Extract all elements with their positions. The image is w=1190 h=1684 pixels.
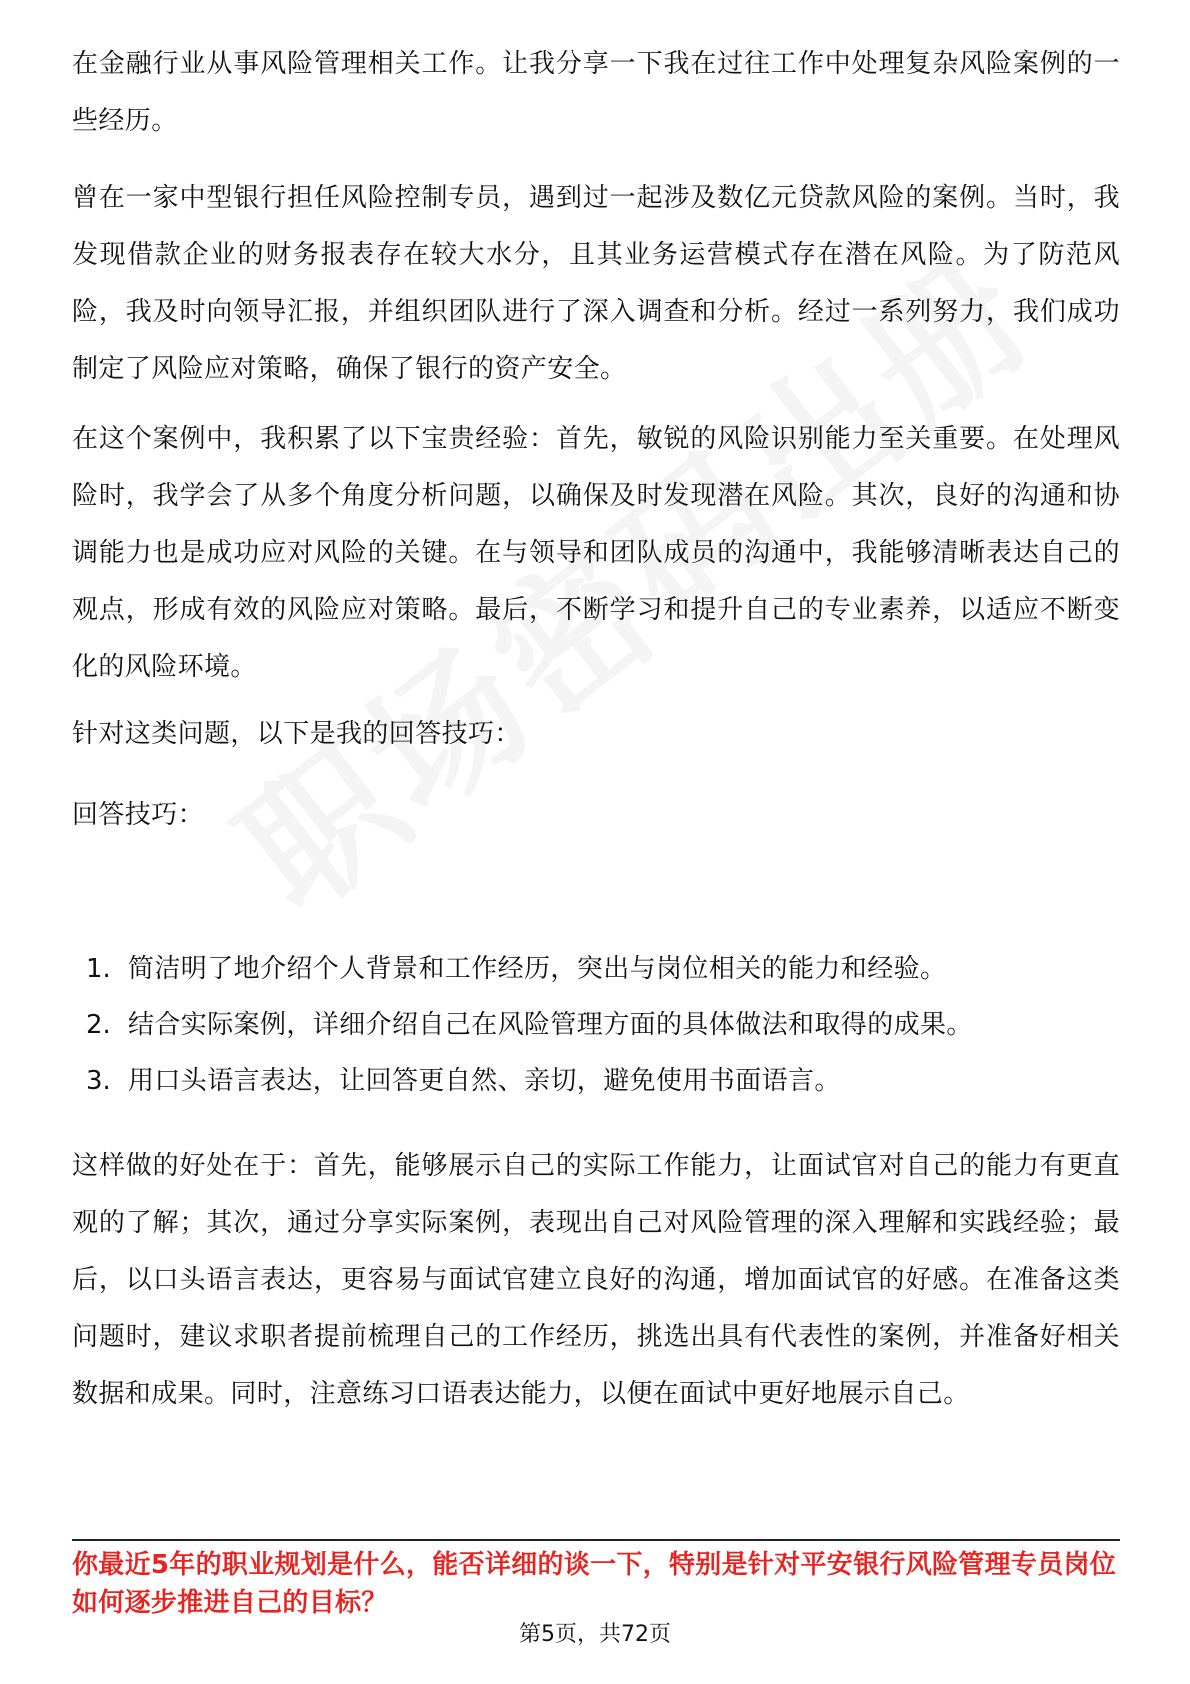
paragraph-benefits: 这样做的好处在于：首先，能够展示自己的实际工作能力，让面试官对自己的能力有更直观的了解；其次，通过分享实际案例，表现出自己对风险管理的深入理解和实践经验；最后，以口头语言表达，更容易与面试官建立良好的沟通，增加面试官的好感。在准备这类问题时，建议求职者提前梳理自己的工作经历，挑选出具有代表性的案例，并准备好相关数据和成果。同时，注意练习口语表达能力，以便在面试中更好地展示自己。 bbox=[72, 1151, 1120, 1409]
list-text: 用口头语言表达，让回答更自然、亲切，避免使用书面语言。 bbox=[128, 1066, 841, 1096]
list-text: 结合实际案例，详细介绍自己在风险管理方面的具体做法和取得的成果。 bbox=[128, 1010, 973, 1040]
list-item bbox=[72, 941, 1120, 997]
divider bbox=[72, 1539, 1120, 1541]
list-number: 1. bbox=[86, 954, 111, 984]
list-item bbox=[72, 997, 1120, 1053]
document-page bbox=[72, 0, 1120, 1684]
paragraph-experience: 在这个案例中，我积累了以下宝贵经验：首先，敏锐的风险识别能力至关重要。在处理风险时，我学会了从多个角度分析问题，以确保及时发现潜在风险。其次，良好的沟通和协调能力也是成功应对风险的关键。在与领导和团队成员的沟通中，我能够清晰表达自己的观点，形成有效的风险应对策略。最后，不断学习和提升自己的专业素养，以适应不断变化的风险环境。 bbox=[72, 424, 1120, 682]
list-item bbox=[72, 1053, 1120, 1109]
paragraph-intro: 在金融行业从事风险管理相关工作。让我分享一下我在过往工作中处理复杂风险案例的一些经历。 bbox=[72, 49, 1120, 136]
list-number: 2. bbox=[86, 1010, 111, 1040]
page-number: 第5页，共72页 bbox=[519, 1622, 671, 1647]
paragraph-tips-intro: 针对这类问题，以下是我的回答技巧： bbox=[72, 719, 521, 749]
paragraph-tips-heading: 回答技巧： bbox=[72, 800, 205, 830]
list-number: 3. bbox=[86, 1066, 111, 1096]
tips-list bbox=[72, 941, 1120, 1109]
list-text: 简洁明了地介绍个人背景和工作经历，突出与岗位相关的能力和经验。 bbox=[128, 954, 947, 984]
next-question: 你最近5年的职业规划是什么，能否详细的谈一下，特别是针对平安银行风险管理专员岗位如何逐步推进自己的目标？ bbox=[72, 1550, 1117, 1618]
paragraph-case: 曾在一家中型银行担任风险控制专员，遇到过一起涉及数亿元贷款风险的案例。当时，我发现借款企业的财务报表存在较大水分，且其业务运营模式存在潜在风险。为了防范风险，我及时向领导汇报，并组织团队进行了深入调查和分析。经过一系列努力，我们成功制定了风险应对策略，确保了银行的资产安全。 bbox=[72, 183, 1120, 384]
